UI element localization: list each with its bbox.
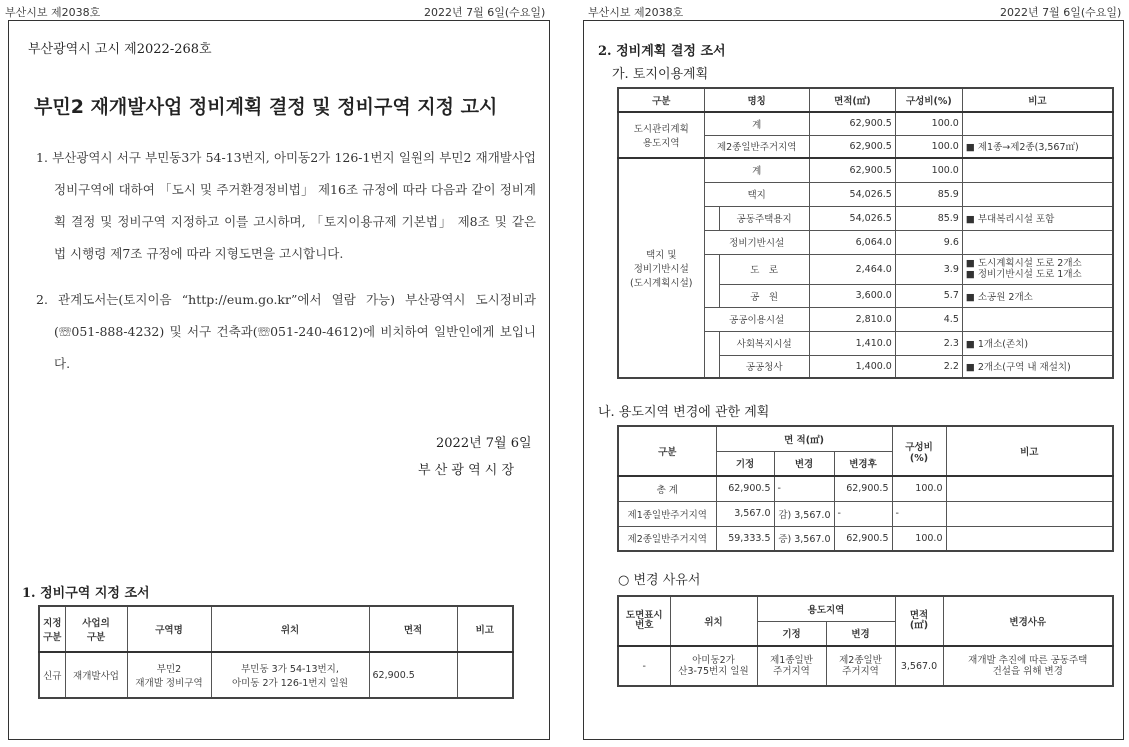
section-2-title: 2. 정비계획 결정 조서 — [598, 44, 726, 59]
cell: 100.0 — [895, 112, 962, 135]
cell: ■ 부대복리시설 포함 — [962, 206, 1113, 230]
sign-date: 2022년 7월 6일 — [436, 436, 532, 451]
cell: 2,810.0 — [809, 307, 895, 331]
cell: 62,900.5 — [809, 135, 895, 158]
table-row — [618, 526, 1113, 551]
eum-link[interactable]: http://eum.go.kr — [188, 292, 291, 307]
cell: ■ 2개소(구역 내 재설치) — [962, 355, 1113, 378]
cell: 3,567.0 — [895, 646, 943, 686]
cell: ■ 제1종→제2종(3,567㎡) — [962, 135, 1113, 158]
cell: 총 계 — [618, 476, 716, 501]
publication-number-right: 부산시보 제2038호 — [588, 6, 684, 19]
cell: 6,064.0 — [809, 230, 895, 254]
cell: 부민2 재개발 정비구역 — [127, 652, 211, 698]
cell: - — [774, 476, 834, 501]
col-header: 도면표시 번호 — [618, 596, 670, 646]
table-row — [39, 652, 513, 698]
group-cell: 도시관리계획 용도지역 — [618, 112, 704, 158]
cell: 계 — [704, 112, 809, 135]
cell — [946, 476, 1113, 501]
cell — [946, 501, 1113, 526]
col-header: 구역명 — [127, 606, 211, 652]
cell: 3,567.0 — [716, 501, 774, 526]
notice-number: 부산광역시 고시 제2022-268호 — [28, 42, 212, 57]
cell: - — [618, 646, 670, 686]
cell: 제1종일반 주거지역 — [757, 646, 826, 686]
cell: 제2종일반주거지역 — [704, 135, 809, 158]
cell: 85.9 — [895, 206, 962, 230]
cell: 62,900.5 — [369, 652, 457, 698]
page-title: 부민2 재개발사업 정비계획 결정 및 정비구역 지정 고시 — [34, 96, 498, 118]
cell: 54,026.5 — [809, 206, 895, 230]
col-header: 비고 — [946, 426, 1113, 476]
col-header: 지정 구분 — [39, 606, 65, 652]
col-header: 기정 — [757, 621, 826, 646]
paragraph-2 — [36, 284, 536, 380]
cell: 아미동2가 산3-75번지 일원 — [670, 646, 757, 686]
col-header: 변경사유 — [943, 596, 1113, 646]
cell: 신규 — [39, 652, 65, 698]
col-header: 구분 — [618, 88, 704, 112]
indent-cell — [704, 206, 719, 230]
district-table — [38, 605, 514, 699]
col-header: 구성비(%) — [895, 88, 962, 112]
cell: 62,900.5 — [716, 476, 774, 501]
col-header: 위치 — [670, 596, 757, 646]
cell: 부민동 3가 54-13번지, 아미동 2가 126-1번지 일원 — [211, 652, 369, 698]
cell — [962, 112, 1113, 135]
cell: 2.2 — [895, 355, 962, 378]
cell: 공공이용시설 — [704, 307, 809, 331]
cell: 제2종일반 주거지역 — [826, 646, 895, 686]
col-header: 구분 — [618, 426, 716, 476]
cell: 2,464.0 — [809, 254, 895, 284]
col-header: 면적 — [369, 606, 457, 652]
reason-title: ○ 변경 사유서 — [618, 573, 701, 588]
table-row — [618, 112, 1113, 135]
para2-text: 2. 관계도서는(토지이음 “ — [36, 292, 189, 307]
cell: 62,900.5 — [834, 526, 892, 551]
subsection-a: 가. 토지이용계획 — [612, 67, 709, 82]
col-header: 면적(㎡) — [809, 88, 895, 112]
cell: 62,900.5 — [834, 476, 892, 501]
cell: 9.6 — [895, 230, 962, 254]
cell: 62,900.5 — [809, 112, 895, 135]
publication-date-right: 2022년 7월 6일(수요일) — [1000, 6, 1122, 19]
cell: 3,600.0 — [809, 284, 895, 307]
cell: 4.5 — [895, 307, 962, 331]
col-header: 위치 — [211, 606, 369, 652]
cell: 증) 3,567.0 — [774, 526, 834, 551]
cell: 공 원 — [719, 284, 809, 307]
cell: 공동주택용지 — [719, 206, 809, 230]
cell — [457, 652, 513, 698]
signer: 부 산 광 역 시 장 — [418, 463, 515, 478]
cell: 1,400.0 — [809, 355, 895, 378]
cell: 사회복지시설 — [719, 331, 809, 355]
col-header: 사업의 구분 — [65, 606, 127, 652]
cell — [962, 158, 1113, 182]
paragraph-1: 1. 부산광역시 서구 부민동3가 54-13번지, 아미동2가 126-1번지 일원의 부민2 재개발사업 정비구역에 대하여 「도시 및 주거환경정비법」 제16조 규정에 따라 다음과 같이 정비계획 결정 및 정비구역 지정하고 이를 고시하며, 「토지이용규제 기본법」 제8조 및 같은 법 시행령 제7조 규정에 따라 지형도면을 고시합니다. — [36, 150, 536, 261]
subsection-b: 나. 용도지역 변경에 관한 계획 — [598, 405, 770, 420]
col-header: 구성비 (%) — [892, 426, 946, 476]
cell: 제2종일반주거지역 — [618, 526, 716, 551]
indent-cell — [704, 254, 719, 307]
cell: 계 — [704, 158, 809, 182]
cell — [962, 307, 1113, 331]
table-row — [618, 476, 1113, 501]
table-row — [618, 646, 1113, 686]
indent-cell — [704, 331, 719, 378]
cell: 100.0 — [895, 135, 962, 158]
cell: 54,026.5 — [809, 182, 895, 206]
publication-number: 부산시보 제2038호 — [5, 6, 101, 19]
cell: 1,410.0 — [809, 331, 895, 355]
cell: 제1종일반주거지역 — [618, 501, 716, 526]
col-header: 비고 — [962, 88, 1113, 112]
cell — [962, 182, 1113, 206]
section-1-title: 1. 정비구역 지정 조서 — [22, 586, 150, 601]
cell: 2.3 — [895, 331, 962, 355]
zone-change-table — [617, 425, 1114, 552]
cell: 재개발사업 — [65, 652, 127, 698]
cell: 도 로 — [719, 254, 809, 284]
cell: 정비기반시설 — [704, 230, 809, 254]
cell: 62,900.5 — [809, 158, 895, 182]
publication-date: 2022년 7월 6일(수요일) — [424, 6, 546, 19]
cell: 3.9 — [895, 254, 962, 284]
landuse-table — [617, 87, 1114, 379]
cell: 5.7 — [895, 284, 962, 307]
cell: - — [892, 501, 946, 526]
cell: 59,333.5 — [716, 526, 774, 551]
col-header: 면 적(㎡) — [716, 426, 892, 451]
cell: 공공청사 — [719, 355, 809, 378]
col-header: 변경 — [826, 621, 895, 646]
col-header: 변경 — [774, 451, 834, 476]
para2-text-2: ”에서 열람 가능) 부산광역시 도시정비과(☏051-888-4232) 및 서구 건축과(☏051-240-4612)에 비치하여 일반인에게 보입니다. — [54, 292, 536, 371]
col-header: 기정 — [716, 451, 774, 476]
cell: 85.9 — [895, 182, 962, 206]
cell: ■ 1개소(존치) — [962, 331, 1113, 355]
change-reason-table — [617, 595, 1114, 687]
cell: 100.0 — [892, 526, 946, 551]
col-header: 변경후 — [834, 451, 892, 476]
cell: ■ 소공원 2개소 — [962, 284, 1113, 307]
cell — [962, 230, 1113, 254]
col-header: 비고 — [457, 606, 513, 652]
group-cell: 택지 및 정비기반시설 (도시계획시설) — [618, 158, 704, 378]
col-header: 용도지역 — [757, 596, 895, 621]
cell: 재개발 추진에 따른 공동주택 건설을 위해 변경 — [943, 646, 1113, 686]
cell — [946, 526, 1113, 551]
cell: 택지 — [704, 182, 809, 206]
cell: - — [834, 501, 892, 526]
col-header: 명칭 — [704, 88, 809, 112]
cell: 100.0 — [895, 158, 962, 182]
table-row — [618, 501, 1113, 526]
table-row — [618, 158, 1113, 182]
cell: 감) 3,567.0 — [774, 501, 834, 526]
cell: ■ 도시계획시설 도로 2개소 ■ 정비기반시설 도로 1개소 — [962, 254, 1113, 284]
col-header: 면적 (㎡) — [895, 596, 943, 646]
cell: 100.0 — [892, 476, 946, 501]
